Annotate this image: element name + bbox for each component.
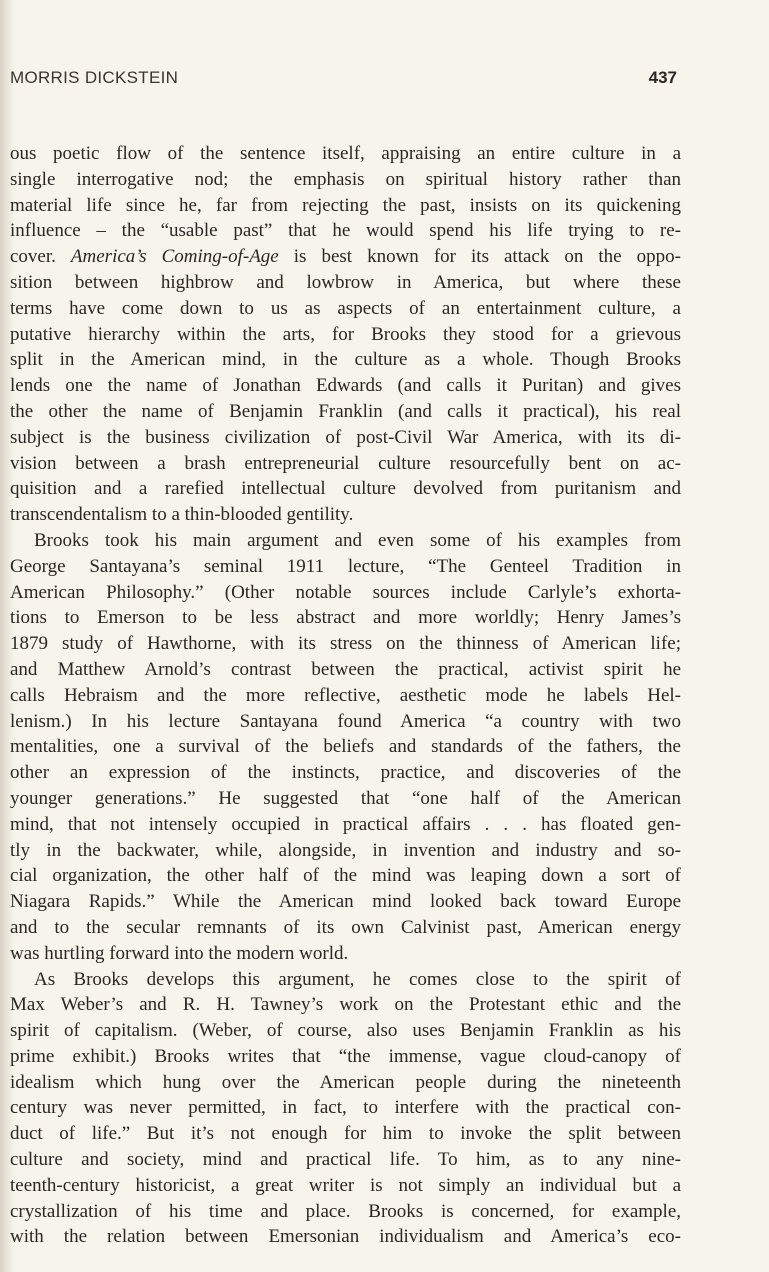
text-line: cial organization, the other half of the mind was leaping down a sort of (10, 865, 681, 887)
book-title-italic: America’s Coming-of-Age (70, 246, 279, 268)
text-line: quisition and a rarefied intellectual culture devolved from puritanism and (10, 478, 681, 500)
text-line: American Philosophy.” (Other notable sources include Carlyle’s exhorta- (10, 581, 681, 603)
running-head (10, 68, 677, 94)
text-line: other an expression of the instincts, practice, and discoveries of the (10, 762, 681, 784)
text-line: ous poetic flow of the sentence itself, appraising an entire culture in a (10, 143, 681, 164)
body-text (10, 141, 681, 1250)
text-line: and Matthew Arnold’s contrast between the practical, activist spirit he (10, 658, 681, 680)
text-line: mentalities, one a survival of the beliefs and standards of the fathers, the (10, 736, 681, 758)
text-line: lenism.) In his lecture Santayana found America “a country with two (10, 710, 681, 732)
text-line-segment: is best known for its attack on the oppo- (278, 246, 681, 268)
text-line: 1879 study of Hawthorne, with its stress on the thinness of American life; (10, 633, 681, 655)
text-line: vision between a brash entrepreneurial culture resourcefully bent on ac- (10, 452, 681, 474)
text-line: was hurtling forward into the modern world. (10, 942, 349, 964)
page-number: 437 (648, 68, 677, 87)
text-line: crystallization of his time and place. Brooks is concerned, for example, (10, 1200, 681, 1222)
text-line: George Santayana’s seminal 1911 lecture, “The Genteel Tradition in (10, 555, 681, 577)
text-line: with the relation between Emersonian individualism and America’s eco- (10, 1226, 681, 1248)
text-line: material life since he, far from rejecting the past, insists on its quickening (10, 194, 681, 216)
text-line: spirit of capitalism. (Weber, of course, also uses Benjamin Franklin as his (10, 1020, 681, 1042)
text-line: and to the secular remnants of its own Calvinist past, American energy (10, 916, 681, 938)
text-line: tions to Emerson to be less abstract and more worldly; Henry James’s (10, 607, 681, 629)
running-head-author: MORRIS DICKSTEIN (10, 68, 179, 87)
text-line: culture and society, mind and practical life. To him, as to any nine- (10, 1149, 681, 1171)
text-line: mind, that not intensely occupied in practical affairs . . . has floated gen- (10, 813, 681, 835)
text-line: single interrogative nod; the emphasis on spiritual history rather than (10, 168, 681, 190)
text-line: Brooks took his main argument and even some of his examples from (34, 529, 681, 551)
text-line: transcendentalism to a thin-blooded gentility. (10, 504, 354, 526)
text-line: influence – the “usable past” that he would spend his life trying to re- (10, 220, 681, 242)
text-line: split in the American mind, in the culture as a whole. Though Brooks (10, 349, 681, 371)
text-line: lends one the name of Jonathan Edwards (and calls it Puritan) and gives (10, 375, 681, 397)
text-line-segment: cover. (10, 246, 71, 268)
text-line: subject is the business civilization of post-Civil War America, with its di- (10, 426, 681, 448)
text-line: prime exhibit.) Brooks writes that “the immense, vague cloud-canopy of (10, 1045, 681, 1067)
text-line: calls Hebraism and the more reflective, aesthetic mode he labels Hel- (10, 684, 681, 706)
text-line: younger generations.” He suggested that “one half of the American (10, 787, 681, 809)
text-line: terms have come down to us as aspects of an entertainment culture, a (10, 297, 681, 319)
text-line: the other the name of Benjamin Franklin (and calls it practical), his real (10, 400, 681, 422)
text-line: teenth-century historicist, a great writer is not simply an individual but a (10, 1174, 681, 1196)
text-line: idealism which hung over the American people during the nineteenth (10, 1071, 681, 1093)
text-line (10, 244, 681, 270)
text-line: As Brooks develops this argument, he comes close to the spirit of (34, 968, 681, 990)
text-line: sition between highbrow and lowbrow in America, but where these (10, 271, 681, 293)
text-line: tly in the backwater, while, alongside, in invention and industry and so- (10, 839, 681, 861)
text-line: Niagara Rapids.” While the American mind looked back toward Europe (10, 891, 681, 913)
text-line: duct of life.” But it’s not enough for him to invoke the split between (10, 1123, 681, 1145)
text-line: century was never permitted, in fact, to interfere with the practical con- (10, 1097, 681, 1119)
text-line: putative hierarchy within the arts, for Brooks they stood for a grievous (10, 323, 681, 345)
text-line: Max Weber’s and R. H. Tawney’s work on the Protestant ethic and the (10, 994, 681, 1016)
